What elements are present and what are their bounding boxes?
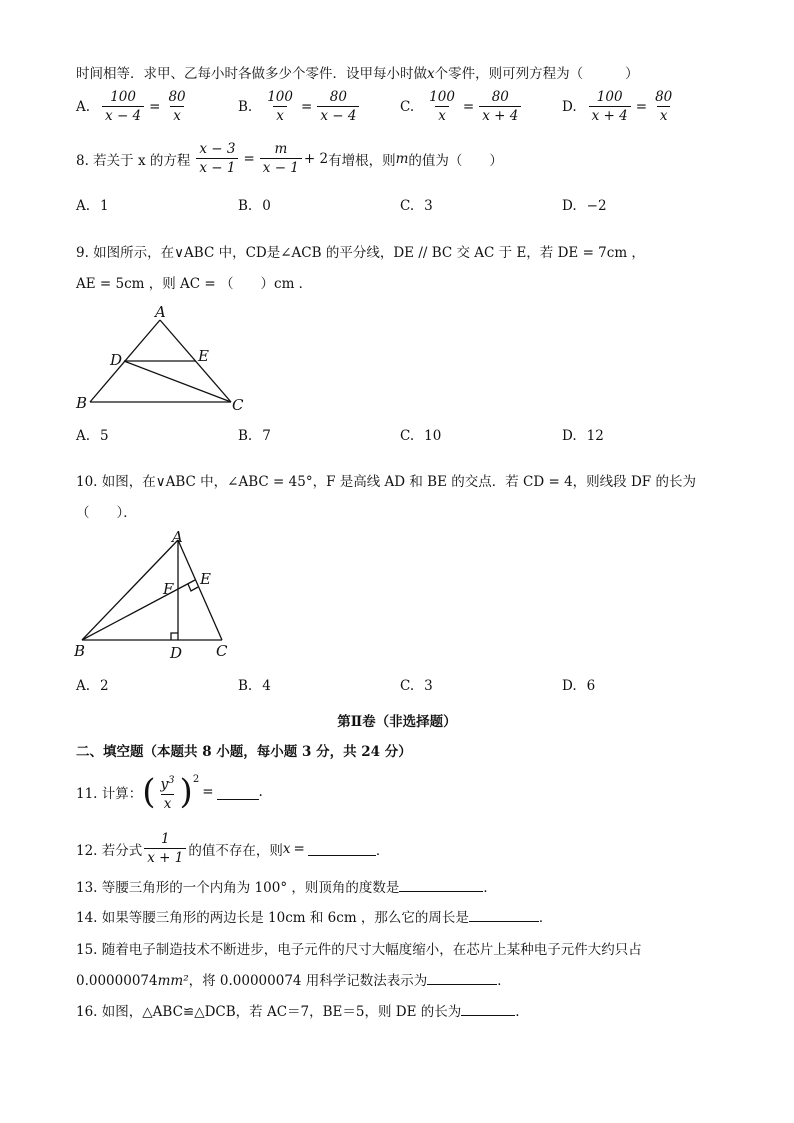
q13-answer-blank[interactable] <box>399 877 483 892</box>
q9-label-a: A <box>155 303 166 321</box>
q16-answer-blank[interactable] <box>461 1001 515 1016</box>
q7-option-c[interactable]: C. $\frac{100}{x}$ = $\frac{80}{x + 4}$ <box>400 88 523 125</box>
q10-right-angle-d <box>171 633 178 640</box>
q10-line1: 10. 如图，在∨ABC 中，∠ABC = 45°，F 是高线 AD 和 BE 的交点．若 CD = 4，则线段 DF 的长为 <box>76 474 696 490</box>
q10-option-a[interactable]: A. 2 <box>76 678 109 694</box>
q16-question: 16. 如图，△ABC≌△DCB，若 AC＝7，BE＝5，则 DE 的长为 . <box>76 1000 520 1020</box>
q9-option-a[interactable]: A. 5 <box>76 428 109 444</box>
q9-line1: 9. 如图所示，在∨ABC 中，CD是∠ACB 的平分线，DE // BC 交 AC 于 E，若 DE = 7cm ， <box>76 245 645 261</box>
part2-heading: 二、填空题（本题共 8 小题，每小题 3 分，共 24 分） <box>76 744 412 760</box>
q9-option-d[interactable]: D. 12 <box>562 428 604 444</box>
q7-option-d[interactable]: D. $\frac{100}{x + 4}$ = $\frac{80}{x}$ <box>562 89 673 124</box>
q15-answer-blank[interactable] <box>427 970 497 985</box>
q9-option-c[interactable]: C. 10 <box>400 428 442 444</box>
q8-option-c[interactable]: C. 3 <box>400 198 433 214</box>
q11-answer-blank[interactable] <box>217 785 259 800</box>
q10-label-d: D <box>170 644 183 662</box>
q9-option-b[interactable]: B. 7 <box>238 428 271 444</box>
q15-line1: 15. 随着电子制造技术不断进步，电子元件的尺寸大幅度缩小，在芯片上某种电子元件大约只占 <box>76 942 642 958</box>
q12-question: 12. 若分式 $\frac{1}{x + 1}$ 的值不存在，则 x = ． <box>76 831 390 866</box>
q7-intro: 时间相等．求甲、乙每小时各做多少个零件．设甲每小时做x个零件，则可列方程为（ ） <box>76 66 639 82</box>
q11-question: 11. 计算： ( $\frac{y^3}{x}$ ) 2 = . <box>76 772 263 813</box>
q9-label-d: D <box>110 351 123 369</box>
q10-option-d[interactable]: D. 6 <box>562 678 596 694</box>
q9-line2: AE = 5cm ，则 AC = （ ）cm ． <box>76 276 313 292</box>
q10-side-ac <box>178 540 222 640</box>
q10-figure <box>74 528 244 662</box>
q9-segment-cd <box>124 361 231 402</box>
q9-label-b: B <box>76 394 88 412</box>
q9-label-e: E <box>198 347 209 365</box>
q10-option-b[interactable]: B. 4 <box>238 678 271 694</box>
q10-label-f: F <box>163 580 174 598</box>
q8-option-b[interactable]: B. 0 <box>238 198 271 214</box>
q13-question: 13. 等腰三角形的一个内角为 100° ，则顶角的度数是 ． <box>76 876 497 896</box>
q10-line2: （ ）． <box>76 505 137 521</box>
q8-option-d[interactable]: D. −2 <box>562 198 607 214</box>
q10-label-a: A <box>172 528 183 546</box>
q12-answer-blank[interactable] <box>308 841 376 856</box>
q14-question: 14. 如果等腰三角形的两边长是 10cm 和 6cm ，那么它的周长是 ． <box>76 906 552 926</box>
q8-question: 8. 若关于 x 的方程 $\frac{x - 3}{x - 1}$ = $\frac{m}{x - 1}$ + 2 有增根，则 m 的值为（ ） <box>76 141 503 176</box>
q15-line2: 0.00000074mm²，将 0.00000074 用科学记数法表示为 ． <box>76 969 511 989</box>
q7-option-b[interactable]: B. $\frac{100}{x}$ = $\frac{80}{x - 4}$ <box>238 88 361 125</box>
q8-option-a[interactable]: A. 1 <box>76 198 109 214</box>
q10-right-angle-e <box>188 584 198 591</box>
q14-answer-blank[interactable] <box>469 907 539 922</box>
q10-option-c[interactable]: C. 3 <box>400 678 433 694</box>
section2-title: 第Ⅱ卷（非选择题） <box>337 714 457 730</box>
q10-label-b: B <box>74 642 86 660</box>
q10-label-e: E <box>200 570 211 588</box>
q10-label-c: C <box>216 642 228 660</box>
q9-label-c: C <box>232 396 244 414</box>
q9-figure <box>74 302 254 414</box>
q7-option-a[interactable]: A. $\frac{100}{x - 4}$ = $\frac{80}{x}$ <box>76 89 186 124</box>
